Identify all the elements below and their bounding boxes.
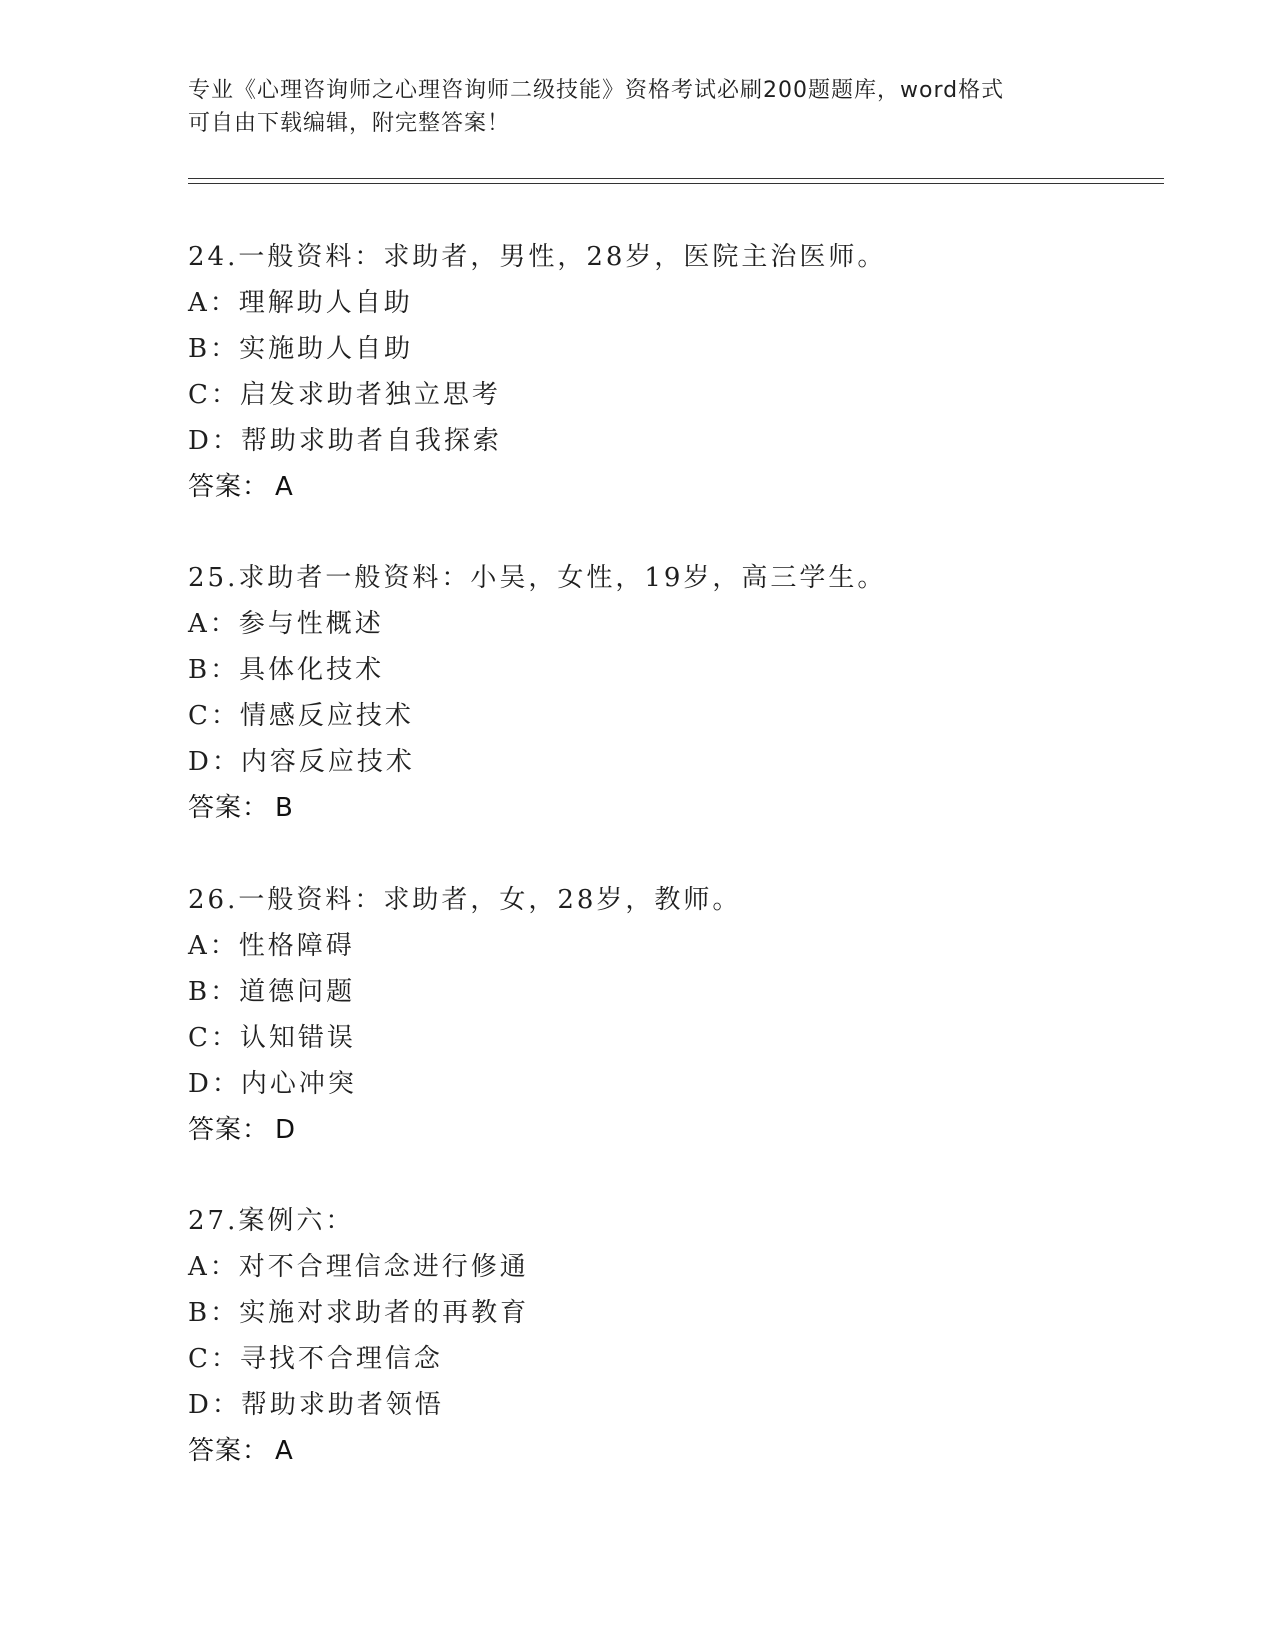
option-b: B：道德问题 — [188, 977, 356, 1007]
option-d: D：内容反应技术 — [188, 747, 415, 777]
option-d: D：帮助求助者领悟 — [188, 1390, 444, 1420]
answer-label: 答案： — [188, 1115, 270, 1145]
option-b: B：实施助人自助 — [188, 334, 414, 364]
question-block — [188, 1198, 1088, 1474]
option-c: C：寻找不合理信念 — [188, 1344, 443, 1374]
option-b: B：具体化技术 — [188, 655, 385, 685]
question-title: 25.求助者一般资料：小吴，女性，19岁，高三学生。 — [188, 563, 887, 593]
question-block — [188, 555, 1088, 831]
document-header — [188, 74, 1088, 140]
question-title: 24.一般资料：求助者，男性，28岁，医院主治医师。 — [188, 242, 887, 272]
option-c: C：情感反应技术 — [188, 701, 414, 731]
option-a: A：参与性概述 — [188, 609, 384, 639]
option-d: D：内心冲突 — [188, 1069, 357, 1099]
answer-value: D — [275, 1115, 297, 1145]
header-line-2: 可自由下载编辑，附完整答案！ — [188, 111, 511, 136]
option-d: D：帮助求助者自我探索 — [188, 426, 502, 456]
question-title: 26.一般资料：求助者，女，28岁，教师。 — [188, 885, 742, 915]
header-divider-bottom — [188, 183, 1164, 184]
header-line-1: 专业《心理咨询师之心理咨询师二级技能》资格考试必刷200题题库，word格式 — [188, 78, 1005, 103]
option-a: A：理解助人自助 — [188, 288, 413, 318]
answer-line — [188, 1428, 1088, 1474]
answer-label: 答案： — [188, 472, 270, 502]
answer-value: A — [275, 1436, 294, 1466]
option-c: C：启发求助者独立思考 — [188, 380, 501, 410]
answer-value: A — [275, 472, 294, 502]
option-a: A：对不合理信念进行修通 — [188, 1252, 529, 1282]
header-divider-top — [188, 178, 1164, 179]
answer-line — [188, 464, 1088, 510]
answer-line — [188, 785, 1088, 831]
answer-line — [188, 1107, 1088, 1153]
option-b: B：实施对求助者的再教育 — [188, 1298, 530, 1328]
option-a: A：性格障碍 — [188, 931, 355, 961]
answer-label: 答案： — [188, 1436, 270, 1466]
question-title: 27.案例六： — [188, 1206, 355, 1236]
answer-value: B — [275, 793, 294, 823]
question-block — [188, 877, 1088, 1153]
option-c: C：认知错误 — [188, 1023, 356, 1053]
answer-label: 答案： — [188, 793, 270, 823]
question-block — [188, 234, 1088, 510]
